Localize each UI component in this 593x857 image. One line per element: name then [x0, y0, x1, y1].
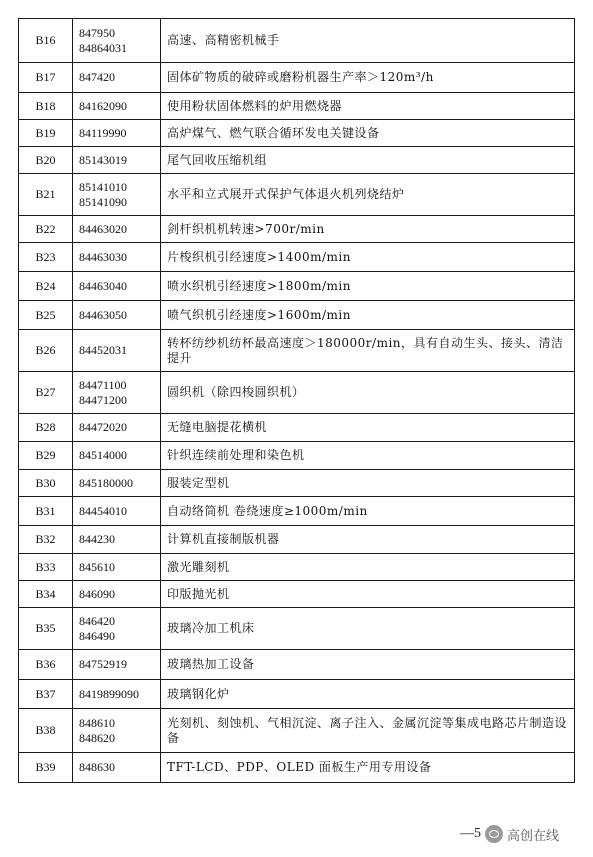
hs-codes: [73, 63, 161, 93]
hs-codes: [73, 470, 161, 497]
row-id: B35: [19, 608, 73, 650]
hs-code: 84162090: [79, 98, 127, 113]
equipment-description: 玻璃热加工设备: [161, 650, 575, 680]
table-row: [19, 526, 575, 554]
row-id: B21: [19, 174, 73, 216]
table-row: [19, 120, 575, 147]
hs-code: 848620: [79, 730, 115, 745]
hs-codes: [73, 442, 161, 470]
hs-code: 8419899090: [79, 686, 139, 701]
row-id: B17: [19, 63, 73, 93]
equipment-description: 玻璃冷加工机床: [161, 608, 575, 650]
equipment-description: 剑杆织机机转速>700r/min: [161, 216, 575, 243]
row-id: B16: [19, 19, 73, 63]
hs-codes: [73, 709, 161, 753]
equipment-table: [18, 18, 575, 783]
row-id: B20: [19, 147, 73, 174]
page-footer: [460, 822, 590, 846]
row-id: B32: [19, 526, 73, 554]
hs-code: 84752919: [79, 657, 127, 671]
equipment-description: 激光雕刻机: [161, 554, 575, 581]
equipment-description: 印版抛光机: [161, 581, 575, 608]
equipment-description: 光刻机、刻蚀机、气相沉淀、离子注入、金属沉淀等集成电路芯片制造设备: [161, 709, 575, 753]
table-row: [19, 608, 575, 650]
equipment-description: 喷水织机引经速度>1800m/min: [161, 272, 575, 301]
row-id: B18: [19, 93, 73, 120]
hs-code: 84463040: [79, 278, 127, 293]
row-id: B28: [19, 414, 73, 442]
equipment-description: 玻璃钢化炉: [161, 680, 575, 709]
table-row: [19, 680, 575, 709]
table-row: [19, 63, 575, 93]
row-id: B39: [19, 753, 73, 783]
row-id: B30: [19, 470, 73, 497]
equipment-description: 圆织机（除四梭圆织机）: [161, 372, 575, 414]
row-id: B34: [19, 581, 73, 608]
hs-code: 848610: [79, 715, 115, 730]
row-id: B24: [19, 272, 73, 301]
hs-code: 848630: [79, 760, 115, 774]
hs-code: 846420: [79, 613, 115, 628]
hs-codes: [73, 753, 161, 783]
equipment-description: TFT-LCD、PDP、OLED 面板生产用专用设备: [161, 753, 575, 783]
hs-code: 84471200: [79, 392, 127, 407]
hs-codes: [73, 216, 161, 243]
hs-codes: [73, 497, 161, 526]
table-row: [19, 216, 575, 243]
equipment-description: 服装定型机: [161, 470, 575, 497]
hs-codes: [73, 650, 161, 680]
table-row: [19, 301, 575, 330]
hs-code: 84452031: [79, 343, 127, 357]
table-row: [19, 174, 575, 216]
table-row: [19, 147, 575, 174]
hs-code: 846090: [79, 586, 115, 601]
row-id: B31: [19, 497, 73, 526]
hs-codes: [73, 581, 161, 608]
hs-code: 84864031: [79, 40, 127, 55]
row-id: B27: [19, 372, 73, 414]
equipment-description: 转杯纺纱机纺杯最高速度＞180000r/min，具有自动生头、接头、清洁提升: [161, 330, 575, 372]
row-id: B26: [19, 330, 73, 372]
hs-codes: [73, 680, 161, 709]
row-id: B29: [19, 442, 73, 470]
hs-codes: [73, 554, 161, 581]
hs-code: 84463020: [79, 221, 127, 236]
page-number: —5: [460, 826, 481, 841]
table-row: [19, 470, 575, 497]
hs-code: 84472020: [79, 420, 127, 434]
wechat-bubble-icon: [485, 825, 503, 843]
hs-code: 84463050: [79, 307, 127, 322]
table-row: [19, 19, 575, 63]
watermark-text: 高创在线: [507, 828, 560, 844]
hs-code: 847420: [79, 70, 115, 84]
hs-code: 847950: [79, 25, 115, 40]
hs-codes: [73, 93, 161, 120]
hs-code: 844230: [79, 532, 115, 546]
row-id: B33: [19, 554, 73, 581]
table-row: [19, 581, 575, 608]
table-row: [19, 650, 575, 680]
row-id: B19: [19, 120, 73, 147]
hs-code: 84454010: [79, 503, 127, 518]
table-row: [19, 709, 575, 753]
hs-codes: [73, 330, 161, 372]
row-id: B25: [19, 301, 73, 330]
equipment-description: 尾气回收压缩机组: [161, 147, 575, 174]
table-row: [19, 330, 575, 372]
hs-code: 84471100: [79, 377, 127, 392]
equipment-description: 片梭织机引经速度>1400m/min: [161, 243, 575, 272]
row-id: B23: [19, 243, 73, 272]
hs-code: 845610: [79, 559, 115, 574]
hs-codes: [73, 301, 161, 330]
table-row: [19, 753, 575, 783]
table-row: [19, 243, 575, 272]
hs-code: 85141090: [79, 194, 127, 209]
table-row: [19, 554, 575, 581]
hs-code: 85141010: [79, 179, 127, 194]
hs-code: 84119990: [79, 125, 127, 140]
hs-codes: [73, 272, 161, 301]
hs-code: 84463030: [79, 249, 127, 264]
hs-code: 84514000: [79, 448, 127, 462]
equipment-description: 喷气织机引经速度>1600m/min: [161, 301, 575, 330]
equipment-description: 无缝电脑提花横机: [161, 414, 575, 442]
hs-codes: [73, 19, 161, 63]
hs-code: 845180000: [79, 475, 133, 490]
hs-codes: [73, 372, 161, 414]
table-row: [19, 442, 575, 470]
equipment-description: 计算机直接制版机器: [161, 526, 575, 554]
equipment-description: 使用粉状固体燃料的炉用燃烧器: [161, 93, 575, 120]
hs-codes: [73, 120, 161, 147]
table-row: [19, 272, 575, 301]
table-row: [19, 93, 575, 120]
row-id: B22: [19, 216, 73, 243]
table-row: [19, 497, 575, 526]
hs-code: 846490: [79, 628, 115, 643]
hs-codes: [73, 243, 161, 272]
hs-codes: [73, 526, 161, 554]
table-body: [19, 19, 575, 783]
row-id: B37: [19, 680, 73, 709]
equipment-description: 针织连续前处理和染色机: [161, 442, 575, 470]
table-row: [19, 414, 575, 442]
hs-codes: [73, 608, 161, 650]
hs-code: 85143019: [79, 152, 127, 167]
table-row: [19, 372, 575, 414]
equipment-description: 固体矿物质的破碎或磨粉机器生产率＞120m³/h: [161, 63, 575, 93]
hs-codes: [73, 147, 161, 174]
hs-codes: [73, 414, 161, 442]
hs-codes: [73, 174, 161, 216]
equipment-description: 水平和立式展开式保护气体退火机列烧结炉: [161, 174, 575, 216]
equipment-description: 高炉煤气、燃气联合循环发电关键设备: [161, 120, 575, 147]
row-id: B38: [19, 709, 73, 753]
equipment-description: 高速、高精密机械手: [161, 19, 575, 63]
row-id: B36: [19, 650, 73, 680]
equipment-description: 自动络筒机 卷绕速度≥1000m/min: [161, 497, 575, 526]
